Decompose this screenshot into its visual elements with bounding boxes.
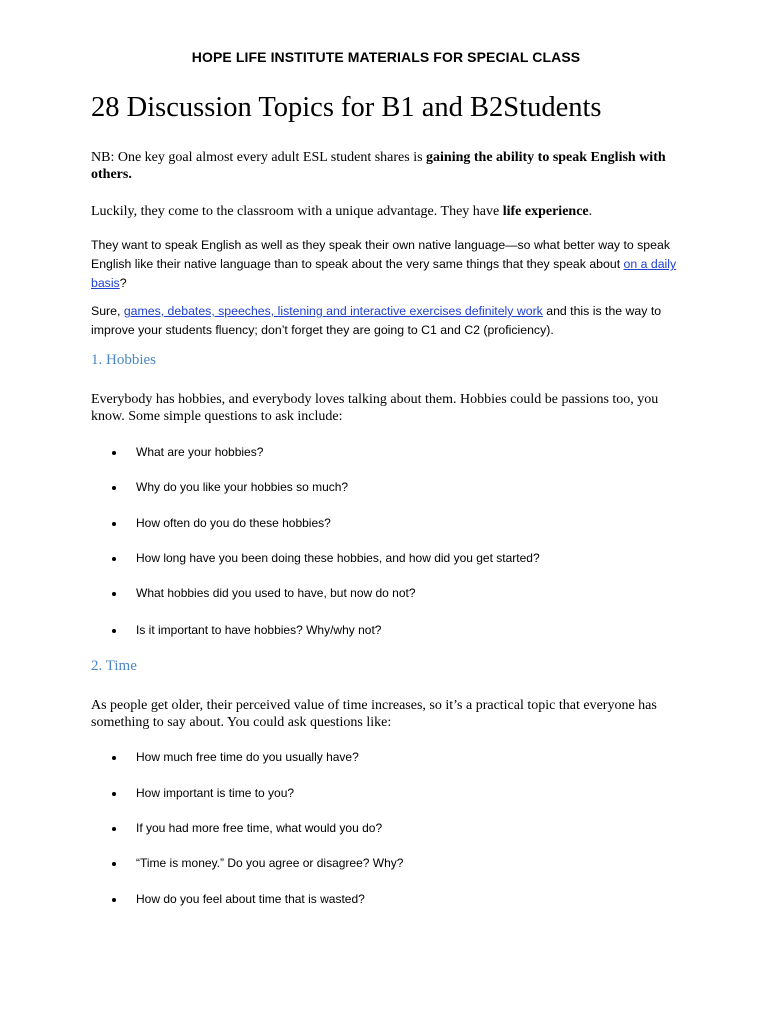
bullet-icon — [112, 557, 116, 561]
nb-text: NB: One key goal almost every adult ESL student shares is — [91, 150, 427, 165]
bullet-icon — [112, 629, 116, 633]
bullet-icon — [112, 522, 116, 526]
sure-prefix: Sure, — [91, 304, 124, 318]
luckily-paragraph — [91, 203, 681, 220]
native-language-suffix: ? — [119, 276, 127, 290]
bullet-icon — [112, 592, 116, 596]
nb-paragraph — [91, 149, 681, 183]
bullet-icon — [112, 792, 116, 796]
section-heading-hobbies: 1. Hobbies — [91, 352, 156, 368]
bullet-icon — [112, 451, 116, 455]
native-language-text: They want to speak English as well as they speak their own native language—so what better way to speak English like their native language than to speak about the very same things that they speak about — [91, 238, 670, 271]
native-language-paragraph — [91, 236, 681, 293]
section-heading-time: 2. Time — [91, 658, 137, 674]
bullet-icon — [112, 756, 116, 760]
activities-link[interactable]: games, debates, speeches, listening and interactive exercises definitely work — [123, 304, 543, 318]
luckily-text: Luckily, they come to the classroom with a unique advantage. They have — [91, 204, 503, 219]
bullet-icon — [112, 898, 116, 902]
luckily-suffix: . — [588, 204, 593, 219]
bullet-icon — [112, 827, 116, 831]
bullet-icon — [112, 486, 116, 490]
life-experience-bold: life experience — [502, 204, 589, 219]
daily-basis-link[interactable]: on a daily basis — [91, 257, 677, 290]
sure-paragraph — [91, 302, 681, 340]
page-title: 28 Discussion Topics for B1 and B2Students — [91, 92, 602, 123]
nb-bold-text: gaining the ability to speak English with others. — [91, 150, 666, 182]
document-header: HOPE LIFE INSTITUTE MATERIALS FOR SPECIAL CLASS — [191, 49, 581, 65]
section-text-time: As people get older, their perceived value of time increases, so it’s a practical topic that everyone has something to say about. You could ask questions like: — [91, 698, 657, 730]
section-text-hobbies: Everybody has hobbies, and everybody loves talking about them. Hobbies could be passions too, you know. Some simple questions to ask include: — [91, 392, 659, 424]
bullet-icon — [112, 862, 116, 866]
sure-suffix: and this is the way to improve your students fluency; don’t forget they are going to C1 and C2 (proficiency). — [91, 304, 662, 337]
